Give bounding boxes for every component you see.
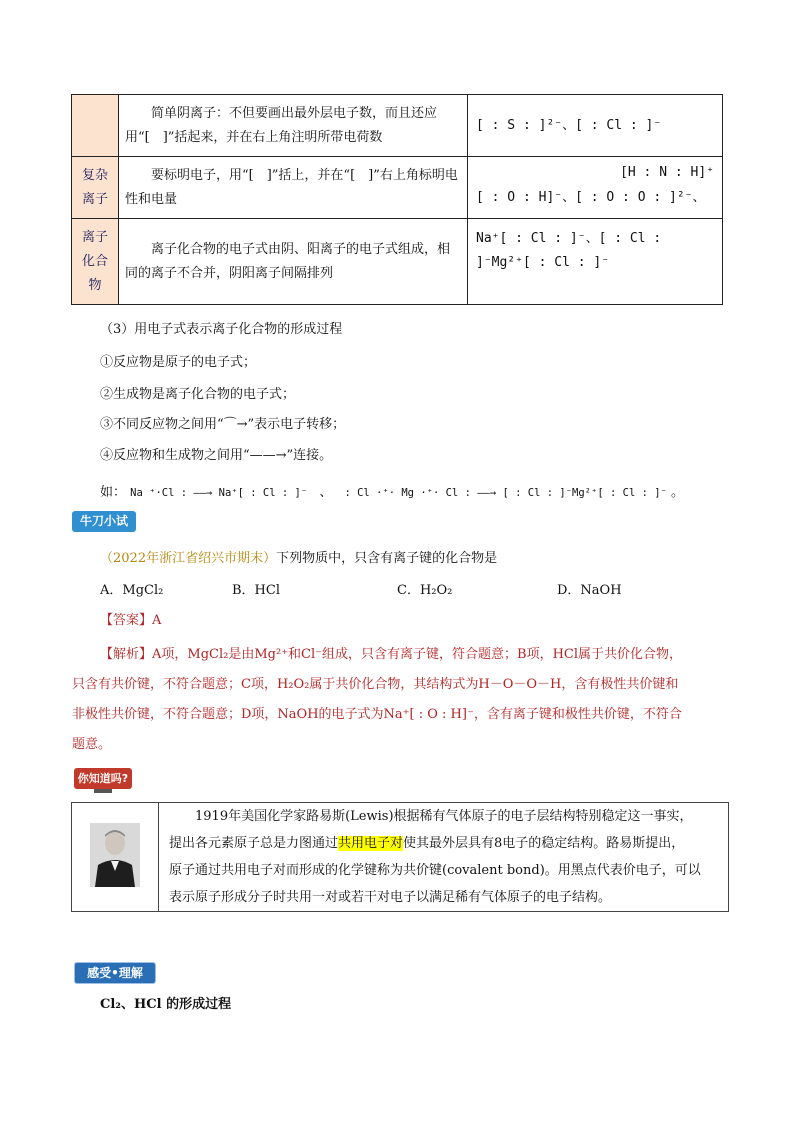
quiz-answer [100,609,161,628]
example-nacl: Na ⁺·Cl : ——→ Na⁺[ : Cl : ]⁻ [130,487,308,499]
section-title: （3）用电子式表示离子化合物的形成过程 [100,322,343,337]
quiz-option-b: B．HCl [232,583,280,598]
answer-value: A [152,613,162,628]
analysis-label: 【解析】 [100,647,153,662]
analysis-line: 题意。 [72,737,112,752]
example-label: 如： [100,485,127,500]
highlighted-term: 共用电子对 [338,836,404,851]
quiz-source: （2022年浙江省绍兴市期末） [100,551,277,566]
example-end: 。 [671,485,685,500]
quiz-badge: 牛刀小试 [72,511,136,532]
quiz-option-a: A．MgCl₂ [100,583,164,598]
did-you-know-text: 1919年美国化学家路易斯(Lewis)根据稀有气体原子的电子层结构特别稳定这一事实， 提出各元素原子总是力图通过共用电子对使其最外层具有8电子的稳定结构。路易斯提出， 原子通过共用电子对而形成的化学键称为共价键(covalent bond)。用黑点代表价电子，可以 表示原子形成分子时共用一对或若干对电子以满足稀有气体原子的电子结构。 [159,803,729,912]
table-row [72,95,723,157]
quiz-option-d: D．NaOH [557,583,622,598]
section-item: ④反应物和生成物之间用“——→”连接。 [100,448,333,463]
table-category [72,95,119,157]
lewis-portrait-icon [90,823,140,887]
did-you-know-box [71,802,729,912]
electron-formula-table [71,94,723,305]
quiz-question: 下列物质中，只含有离子键的化合物是 [276,551,498,566]
badge-stand-icon [94,789,112,793]
example-mgcl2: : Cl ·⁺· Mg ·⁺· Cl : ——→ [ : Cl : ]⁻Mg²⁺[ : Cl : ]⁻ [344,487,667,499]
portrait-cell [72,803,159,912]
understand-badge: 感受•理解 [74,962,156,984]
analysis-line: 非极性共价键，不符合题意；D项，NaOH的电子式为Na⁺[ : O : H]⁻，含有离子键和极性共价键，不符合 [72,707,682,722]
analysis-line: 【解析】A项，MgCl₂是由Mg²⁺和Cl⁻组成，只含有离子键，符合题意；B项，HCl属于共价化合物， [100,647,683,662]
quiz-option-c: C．H₂O₂ [397,583,453,598]
table-category: 复杂离子 [72,157,119,219]
table-example [468,157,723,219]
table-row [72,219,723,305]
analysis-line: 只含有共价键，不符合题意；C项，H₂O₂属于共价化合物，其结构式为H－O－O－H，含有极性共价键和 [72,677,679,692]
formation-example [100,481,684,500]
table-category: 离子化合物 [72,219,119,305]
example-ammonium: [H : N : H]⁺ [620,165,714,180]
table-example: [ : S : ]²⁻、[ : Cl : ]⁻ [468,95,723,157]
understand-subtitle: Cl₂、HCl 的形成过程 [100,997,232,1012]
table-example: Na⁺[ : Cl : ]⁻、[ : Cl : ]⁻Mg²⁺[ : Cl : ]⁻ [468,219,723,305]
section-item: ②生成物是离子化合物的电子式； [100,387,296,402]
example-hydroxide-peroxide: [ : O : H]⁻、[ : O : O : ]²⁻、 [476,189,706,205]
quiz-question-line [100,547,497,566]
quiz-analysis [72,640,728,760]
did-you-know-badge [74,768,132,796]
section-item: ③不同反应物之间用“⌒→”表示电子转移； [100,417,346,432]
table-description: 离子化合物的电子式由阴、阳离子的电子式组成，相同的离子不合并，阴阳离子间隔排列 [119,219,468,305]
answer-label: 【答案】 [100,613,153,628]
table-row [72,157,723,219]
did-you-know-label: 你知道吗? [74,768,132,789]
section-item: ①反应物是原子的电子式； [100,355,257,370]
table-description: 要标明电子，用“[ ]”括上，并在“[ ]”右上角标明电性和电量 [119,157,468,219]
table-description: 简单阴离子：不但要画出最外层电子数，而且还应用“[ ]”括起来，并在右上角注明所带电荷数 [119,95,468,157]
example-separator: 、 [319,485,333,500]
